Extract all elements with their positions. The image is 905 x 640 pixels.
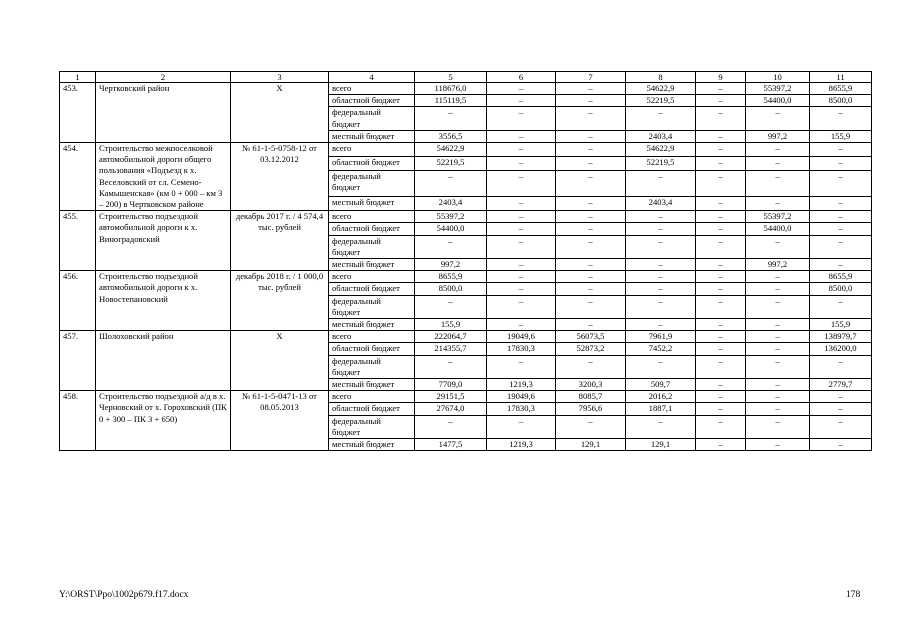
amount-cell: 1477,5 xyxy=(415,439,487,451)
funding-source: федеральный бюджет xyxy=(329,355,415,378)
amount-cell: – xyxy=(415,295,487,318)
amount-cell: – xyxy=(556,223,626,235)
amount-cell: – xyxy=(696,197,746,211)
amount-cell: – xyxy=(746,415,810,438)
amount-cell: – xyxy=(487,223,556,235)
column-number: 5 xyxy=(415,72,487,83)
amount-cell: 2403,4 xyxy=(626,197,696,211)
amount-cell: – xyxy=(626,223,696,235)
amount-cell: – xyxy=(556,95,626,107)
amount-cell: – xyxy=(487,319,556,331)
amount-cell: 52873,2 xyxy=(556,343,626,355)
amount-cell: – xyxy=(810,197,872,211)
amount-cell: – xyxy=(556,235,626,258)
amount-cell: – xyxy=(696,83,746,95)
amount-cell: 27674,0 xyxy=(415,403,487,415)
amount-cell: – xyxy=(487,130,556,142)
amount-cell: – xyxy=(810,223,872,235)
amount-cell: 52219,5 xyxy=(626,156,696,170)
column-number: 2 xyxy=(96,72,231,83)
amount-cell: – xyxy=(556,211,626,223)
column-number-row xyxy=(60,72,872,83)
amount-cell: – xyxy=(696,95,746,107)
amount-cell: – xyxy=(810,415,872,438)
amount-cell: – xyxy=(810,107,872,130)
funding-source: местный бюджет xyxy=(329,319,415,331)
amount-cell: 54622,9 xyxy=(626,143,696,157)
amount-cell: 17830,3 xyxy=(487,403,556,415)
amount-cell: 2403,4 xyxy=(626,130,696,142)
amount-cell: – xyxy=(556,156,626,170)
amount-cell: – xyxy=(696,379,746,391)
amount-cell: 8655,9 xyxy=(415,271,487,283)
column-number: 9 xyxy=(696,72,746,83)
document-reference: № 61-1-5-0758-12 от 03.12.2012 xyxy=(231,143,329,211)
amount-cell: 997,2 xyxy=(746,130,810,142)
document-reference: № 61-1-5-0471-13 от 08.05.2013 xyxy=(231,391,329,451)
object-name: Строительство подъездной автомобильной дороги к х. Виноградовский xyxy=(96,211,231,271)
funding-source: местный бюджет xyxy=(329,197,415,211)
amount-cell: – xyxy=(556,107,626,130)
funding-source: федеральный бюджет xyxy=(329,235,415,258)
amount-cell: – xyxy=(626,283,696,295)
amount-cell: – xyxy=(696,415,746,438)
amount-cell: – xyxy=(626,355,696,378)
amount-cell: – xyxy=(487,95,556,107)
funding-source: местный бюджет xyxy=(329,379,415,391)
amount-cell: – xyxy=(746,343,810,355)
amount-cell: – xyxy=(746,355,810,378)
table-row xyxy=(60,331,872,343)
funding-source: областной бюджет xyxy=(329,95,415,107)
table-row xyxy=(60,83,872,95)
amount-cell: 115119,5 xyxy=(415,95,487,107)
amount-cell: – xyxy=(487,107,556,130)
amount-cell: – xyxy=(556,130,626,142)
funding-source: местный бюджет xyxy=(329,439,415,451)
amount-cell: 8655,9 xyxy=(810,83,872,95)
amount-cell: – xyxy=(626,271,696,283)
amount-cell: – xyxy=(487,295,556,318)
row-number: 456. xyxy=(60,271,96,331)
amount-cell: – xyxy=(696,403,746,415)
amount-cell: – xyxy=(487,143,556,157)
amount-cell: – xyxy=(696,170,746,197)
amount-cell: – xyxy=(746,283,810,295)
column-number: 3 xyxy=(231,72,329,83)
amount-cell: – xyxy=(810,295,872,318)
amount-cell: – xyxy=(746,379,810,391)
amount-cell: – xyxy=(746,331,810,343)
funding-source: областной бюджет xyxy=(329,156,415,170)
amount-cell: – xyxy=(487,271,556,283)
amount-cell: 129,1 xyxy=(626,439,696,451)
document-reference: Х xyxy=(231,331,329,391)
table-row xyxy=(60,211,872,223)
row-number: 457. xyxy=(60,331,96,391)
column-number: 7 xyxy=(556,72,626,83)
amount-cell: 7452,2 xyxy=(626,343,696,355)
object-name: Чертковский район xyxy=(96,83,231,143)
amount-cell: 52219,5 xyxy=(415,156,487,170)
amount-cell: 55397,2 xyxy=(746,83,810,95)
amount-cell: 54400,0 xyxy=(415,223,487,235)
amount-cell: – xyxy=(810,259,872,271)
amount-cell: – xyxy=(556,197,626,211)
amount-cell: 8500,0 xyxy=(810,95,872,107)
row-number: 454. xyxy=(60,143,96,211)
amount-cell: – xyxy=(626,295,696,318)
amount-cell: – xyxy=(810,170,872,197)
amount-cell: 997,2 xyxy=(415,259,487,271)
amount-cell: 19049,6 xyxy=(487,331,556,343)
amount-cell: – xyxy=(626,415,696,438)
amount-cell: 222064,7 xyxy=(415,331,487,343)
amount-cell: – xyxy=(556,271,626,283)
funding-source: областной бюджет xyxy=(329,403,415,415)
amount-cell: – xyxy=(696,439,746,451)
object-name: Строительство подъездной а/д в х. Черновский от х. Гороховский (ПК 0 + 300 – ПК 3 + 650) xyxy=(96,391,231,451)
amount-cell: 155,9 xyxy=(415,319,487,331)
funding-source: областной бюджет xyxy=(329,223,415,235)
object-name: Строительство межпоселковой автомобильной дороги общего пользования «Подъезд к х. Веселовский от сл. Семено-Камышенская» (км 0 + 000 – км 3 – 200) в Чертковском районе xyxy=(96,143,231,211)
amount-cell: 7956,6 xyxy=(556,403,626,415)
amount-cell: – xyxy=(626,235,696,258)
amount-cell: – xyxy=(696,295,746,318)
funding-source: всего xyxy=(329,211,415,223)
amount-cell: 55397,2 xyxy=(415,211,487,223)
amount-cell: 56073,5 xyxy=(556,331,626,343)
amount-cell: – xyxy=(746,143,810,157)
amount-cell: – xyxy=(556,283,626,295)
amount-cell: – xyxy=(746,391,810,403)
funding-source: всего xyxy=(329,143,415,157)
funding-source: федеральный бюджет xyxy=(329,107,415,130)
table-row xyxy=(60,143,872,157)
amount-cell: – xyxy=(746,170,810,197)
amount-cell: – xyxy=(626,107,696,130)
amount-cell: – xyxy=(810,355,872,378)
document-path: Y:\ORST\Ppo\1002p679.f17.docx xyxy=(59,590,189,600)
amount-cell: 214355,7 xyxy=(415,343,487,355)
column-number: 8 xyxy=(626,72,696,83)
amount-cell: – xyxy=(746,439,810,451)
row-number: 458. xyxy=(60,391,96,451)
amount-cell: – xyxy=(487,259,556,271)
amount-cell: – xyxy=(556,295,626,318)
amount-cell: – xyxy=(696,143,746,157)
object-name: Строительство подъездной автомобильной дороги к х. Новостепановский xyxy=(96,271,231,331)
amount-cell: – xyxy=(696,211,746,223)
amount-cell: – xyxy=(810,143,872,157)
amount-cell: – xyxy=(556,143,626,157)
amount-cell: – xyxy=(696,223,746,235)
amount-cell: – xyxy=(487,83,556,95)
funding-source: местный бюджет xyxy=(329,259,415,271)
amount-cell: 29151,5 xyxy=(415,391,487,403)
amount-cell: 1219,3 xyxy=(487,439,556,451)
amount-cell: – xyxy=(696,331,746,343)
amount-cell: – xyxy=(810,439,872,451)
amount-cell: 138979,7 xyxy=(810,331,872,343)
amount-cell: 8655,9 xyxy=(810,271,872,283)
amount-cell: 155,9 xyxy=(810,130,872,142)
column-number: 4 xyxy=(329,72,415,83)
funding-source: всего xyxy=(329,391,415,403)
amount-cell: – xyxy=(415,355,487,378)
amount-cell: – xyxy=(626,170,696,197)
amount-cell: 8085,7 xyxy=(556,391,626,403)
amount-cell: – xyxy=(746,235,810,258)
amount-cell: 54622,9 xyxy=(626,83,696,95)
funding-source: федеральный бюджет xyxy=(329,295,415,318)
column-number: 1 xyxy=(60,72,96,83)
amount-cell: – xyxy=(556,83,626,95)
amount-cell: 7961,9 xyxy=(626,331,696,343)
amount-cell: – xyxy=(746,403,810,415)
amount-cell: – xyxy=(556,415,626,438)
amount-cell: 129,1 xyxy=(556,439,626,451)
column-number: 6 xyxy=(487,72,556,83)
amount-cell: – xyxy=(556,259,626,271)
amount-cell: 17830,3 xyxy=(487,343,556,355)
amount-cell: 136200,0 xyxy=(810,343,872,355)
amount-cell: 3200,3 xyxy=(556,379,626,391)
funding-source: всего xyxy=(329,83,415,95)
amount-cell: 8500,0 xyxy=(415,283,487,295)
table-row xyxy=(60,391,872,403)
funding-source: областной бюджет xyxy=(329,283,415,295)
amount-cell: 8500,0 xyxy=(810,283,872,295)
amount-cell: – xyxy=(696,283,746,295)
amount-cell: – xyxy=(746,107,810,130)
amount-cell: 1219,3 xyxy=(487,379,556,391)
amount-cell: – xyxy=(487,156,556,170)
amount-cell: – xyxy=(487,170,556,197)
column-number: 10 xyxy=(746,72,810,83)
amount-cell: 509,7 xyxy=(626,379,696,391)
amount-cell: – xyxy=(810,403,872,415)
amount-cell: – xyxy=(626,319,696,331)
amount-cell: – xyxy=(415,107,487,130)
amount-cell: 54400,0 xyxy=(746,223,810,235)
amount-cell: – xyxy=(696,235,746,258)
column-number: 11 xyxy=(810,72,872,83)
amount-cell: – xyxy=(746,319,810,331)
amount-cell: 155,9 xyxy=(810,319,872,331)
funding-source: всего xyxy=(329,331,415,343)
amount-cell: – xyxy=(626,211,696,223)
page-number: 178 xyxy=(846,590,861,600)
document-reference: декабрь 2017 г. / 4 574,4 тыс. рублей xyxy=(231,211,329,271)
amount-cell: – xyxy=(487,235,556,258)
amount-cell: 2403,4 xyxy=(415,197,487,211)
amount-cell: – xyxy=(487,211,556,223)
amount-cell: – xyxy=(626,259,696,271)
amount-cell: 997,2 xyxy=(746,259,810,271)
funding-source: федеральный бюджет xyxy=(329,415,415,438)
amount-cell: – xyxy=(696,355,746,378)
amount-cell: – xyxy=(746,156,810,170)
amount-cell: – xyxy=(746,271,810,283)
amount-cell: 55397,2 xyxy=(746,211,810,223)
amount-cell: – xyxy=(487,283,556,295)
document-reference: декабрь 2018 г. / 1 000,0 тыс. рублей xyxy=(231,271,329,331)
funding-source: местный бюджет xyxy=(329,130,415,142)
amount-cell: – xyxy=(746,295,810,318)
amount-cell: 2016,2 xyxy=(626,391,696,403)
amount-cell: 3556,5 xyxy=(415,130,487,142)
amount-cell: – xyxy=(696,319,746,331)
table-row xyxy=(60,271,872,283)
amount-cell: – xyxy=(556,319,626,331)
amount-cell: – xyxy=(746,197,810,211)
amount-cell: – xyxy=(810,211,872,223)
amount-cell: – xyxy=(696,271,746,283)
funding-source: областной бюджет xyxy=(329,343,415,355)
amount-cell: – xyxy=(415,235,487,258)
amount-cell: – xyxy=(696,130,746,142)
amount-cell: – xyxy=(696,391,746,403)
amount-cell: – xyxy=(415,170,487,197)
funding-source: всего xyxy=(329,271,415,283)
amount-cell: 7709,0 xyxy=(415,379,487,391)
amount-cell: – xyxy=(810,235,872,258)
amount-cell: 52219,5 xyxy=(626,95,696,107)
row-number: 453. xyxy=(60,83,96,143)
amount-cell: – xyxy=(696,259,746,271)
amount-cell: – xyxy=(696,156,746,170)
object-name: Шолоховский район xyxy=(96,331,231,391)
amount-cell: 54622,9 xyxy=(415,143,487,157)
amount-cell: – xyxy=(487,355,556,378)
amount-cell: – xyxy=(556,170,626,197)
amount-cell: – xyxy=(696,343,746,355)
amount-cell: – xyxy=(556,355,626,378)
document-reference: Х xyxy=(231,83,329,143)
funding-source: федеральный бюджет xyxy=(329,170,415,197)
amount-cell: – xyxy=(487,197,556,211)
amount-cell: 19049,6 xyxy=(487,391,556,403)
amount-cell: 118676,0 xyxy=(415,83,487,95)
row-number: 455. xyxy=(60,211,96,271)
amount-cell: – xyxy=(487,415,556,438)
amount-cell: 1887,1 xyxy=(626,403,696,415)
amount-cell: – xyxy=(415,415,487,438)
amount-cell: 54400,0 xyxy=(746,95,810,107)
amount-cell: – xyxy=(810,391,872,403)
budget-table xyxy=(59,71,872,451)
amount-cell: 2779,7 xyxy=(810,379,872,391)
amount-cell: – xyxy=(810,156,872,170)
amount-cell: – xyxy=(696,107,746,130)
